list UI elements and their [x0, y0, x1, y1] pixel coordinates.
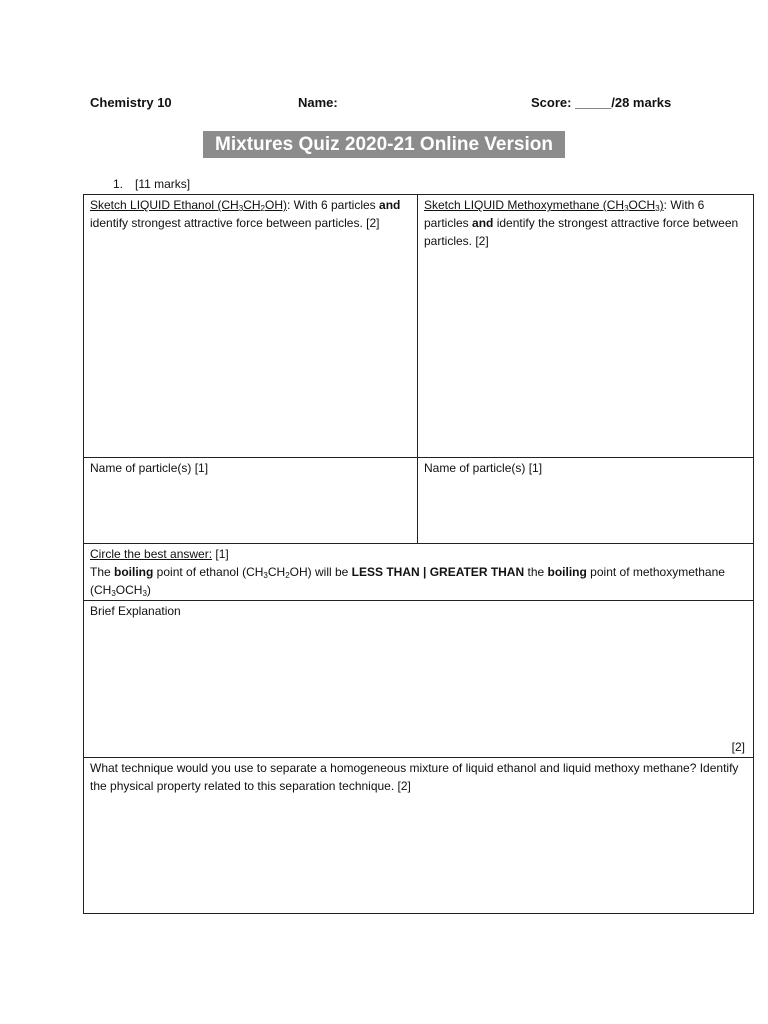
separation-technique-prompt: What technique would you use to separate a homogeneous mixture of liquid ethanol and liquid methoxy methane? Identify the physical property related to this separation technique. [2] [90, 761, 739, 793]
score-label: Score: [531, 95, 572, 110]
brief-explanation-label: Brief Explanation [90, 604, 181, 618]
brief-explanation-cell[interactable] [84, 601, 754, 758]
score-field [531, 95, 671, 110]
particle-name-label: Name of particle(s) [1] [424, 461, 543, 475]
methoxymethane-sketch-cell[interactable]: Sketch LIQUID Methoxymethane $(CH_3OCH_3)$: With 6 particles and identify the strongest attractive force between particles. [2] [418, 195, 754, 458]
particle-name-label: Name of particle(s) [1] [90, 461, 209, 475]
separation-technique-cell[interactable] [84, 758, 754, 914]
question-marks: [11 marks] [135, 177, 191, 191]
name-label: Name: [298, 95, 338, 110]
answer-options[interactable]: LESS THAN | GREATER THAN [351, 565, 525, 579]
score-blank: _____ [575, 95, 612, 110]
question-number: 1. [113, 177, 124, 191]
question-heading [113, 177, 190, 191]
score-total: /28 marks [611, 95, 672, 110]
ethanol-sketch-prompt: Sketch LIQUID Ethanol $(CH_3CH_2OH)$ [90, 198, 287, 213]
question-table [83, 194, 754, 914]
brief-explanation-marks: [2] [731, 740, 745, 754]
ethanol-sketch-cell[interactable]: Sketch LIQUID Ethanol $(CH_3CH_2OH)$: With 6 particles and identify strongest attractive force between particles. [2] [84, 195, 418, 458]
quiz-title: Mixtures Quiz 2020-21 Online Version [203, 131, 565, 158]
ethanol-particle-name-cell[interactable] [84, 458, 418, 544]
methoxymethane-particle-name-cell[interactable] [418, 458, 754, 544]
course-label: Chemistry 10 [90, 95, 172, 110]
circle-answer-statement: The boiling point of ethanol $(CH_3CH_2OH)$ will be LESS THAN | GREATER THAN the boiling point of methoxymethane $(CH_3OCH_3)$ [90, 565, 725, 598]
circle-answer-cell[interactable]: Circle the best answer: [1] The boiling point of ethanol $(CH_3CH_2OH)$ will be LESS THAN | GREATER THAN the boiling point of methoxymethane $(CH_3OCH_3)$ [84, 544, 754, 601]
circle-answer-heading: Circle the best answer: [90, 547, 213, 561]
methoxymethane-sketch-prompt: Sketch LIQUID Methoxymethane $(CH_3OCH_3)$ [424, 198, 664, 213]
